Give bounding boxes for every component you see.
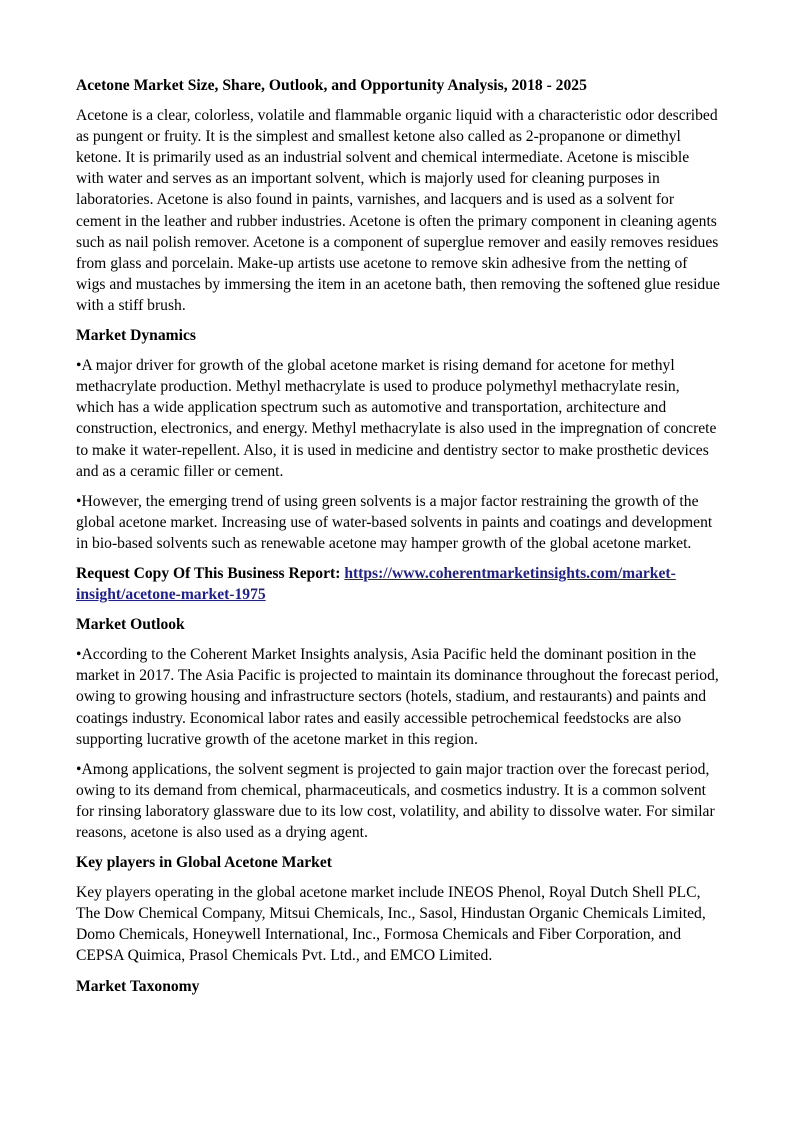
request-copy-label: Request Copy Of This Business Report: bbox=[76, 564, 345, 582]
key-players-paragraph: Key players operating in the global acetone market include INEOS Phenol, Royal Dutch Shell PLC, The Dow Chemical Company, Mitsui Chemicals, Inc., Sasol, Hindustan Organic Chemicals Limited, Domo Chemicals, Honeywell International, Inc., Formosa Chemicals and Fiber Corporation, and CEPSA Quimica, Prasol Chemicals Pvt. Ltd., and EMCO Limited. bbox=[76, 884, 706, 965]
request-copy-line bbox=[76, 563, 720, 605]
dynamics-driver-bullet: •A major driver for growth of the global acetone market is rising demand for acetone for methyl methacrylate production. Methyl methacrylate is used to produce polymethyl methacrylate resin, which has a wide application spectrum such as automotive and transportation, architecture and construction, electronics, and energy. Methyl methacrylate is also used in the impregnation of concrete to make it water-repellent. Also, it is used in medicine and dentistry sector to make prosthetic devices and as a ceramic filler or cement. bbox=[76, 357, 717, 480]
report-link[interactable]: https://www.coherentmarketinsights.com/market-insight/acetone-market-1975 bbox=[76, 564, 676, 604]
key-players-heading: Key players in Global Acetone Market bbox=[76, 854, 332, 872]
market-dynamics-heading: Market Dynamics bbox=[76, 327, 196, 345]
document-title: Acetone Market Size, Share, Outlook, and Opportunity Analysis, 2018 - 2025 bbox=[76, 77, 587, 94]
intro-paragraph: Acetone is a clear, colorless, volatile and flammable organic liquid with a characteristic odor described as pungent or fruity. It is the simplest and smallest ketone also called as 2-propanone or dimethyl ketone. It is primarily used as an industrial solvent and chemical intermediate. Acetone is miscible with water and serves as an important solvent, which is majorly used for cleaning purposes in laboratories. Acetone is also found in paints, varnishes, and lacquers and is used as a solvent for cement in the leather and rubber industries. Acetone is often the primary component in cleaning agents such as nail polish remover. Acetone is a component of superglue remover and easily removes residues from glass and porcelain. Make-up artists use acetone to remove skin adhesive from the netting of wigs and mustaches by immersing the item in an acetone bath, then removing the softened glue residue with a stiff brush. bbox=[76, 107, 720, 314]
market-taxonomy-heading: Market Taxonomy bbox=[76, 977, 200, 995]
dynamics-restraint-bullet: •However, the emerging trend of using green solvents is a major factor restraining the growth of the global acetone market. Increasing use of water-based solvents in paints and coatings and development in bio-based solvents such as renewable acetone may hamper growth of the global acetone market. bbox=[76, 492, 713, 552]
document-page bbox=[76, 75, 720, 1006]
outlook-application-bullet: •Among applications, the solvent segment is projected to gain major traction over the forecast period, owing to its demand from chemical, pharmaceuticals, and cosmetics industry. It is a common solvent for rinsing laboratory glassware due to its low cost, volatility, and ability to dissolve water. For similar reasons, acetone is also used as a drying agent. bbox=[76, 760, 715, 841]
market-outlook-heading: Market Outlook bbox=[76, 616, 185, 634]
outlook-region-bullet: •According to the Coherent Market Insights analysis, Asia Pacific held the dominant position in the market in 2017. The Asia Pacific is projected to maintain its dominance throughout the forecast period, owing to growing housing and infrastructure sectors (hotels, stadium, and restaurants) and paints and coatings industry. Economical labor rates and easily accessible petrochemical feedstocks are also supporting lucrative growth of the acetone market in this region. bbox=[76, 646, 719, 748]
